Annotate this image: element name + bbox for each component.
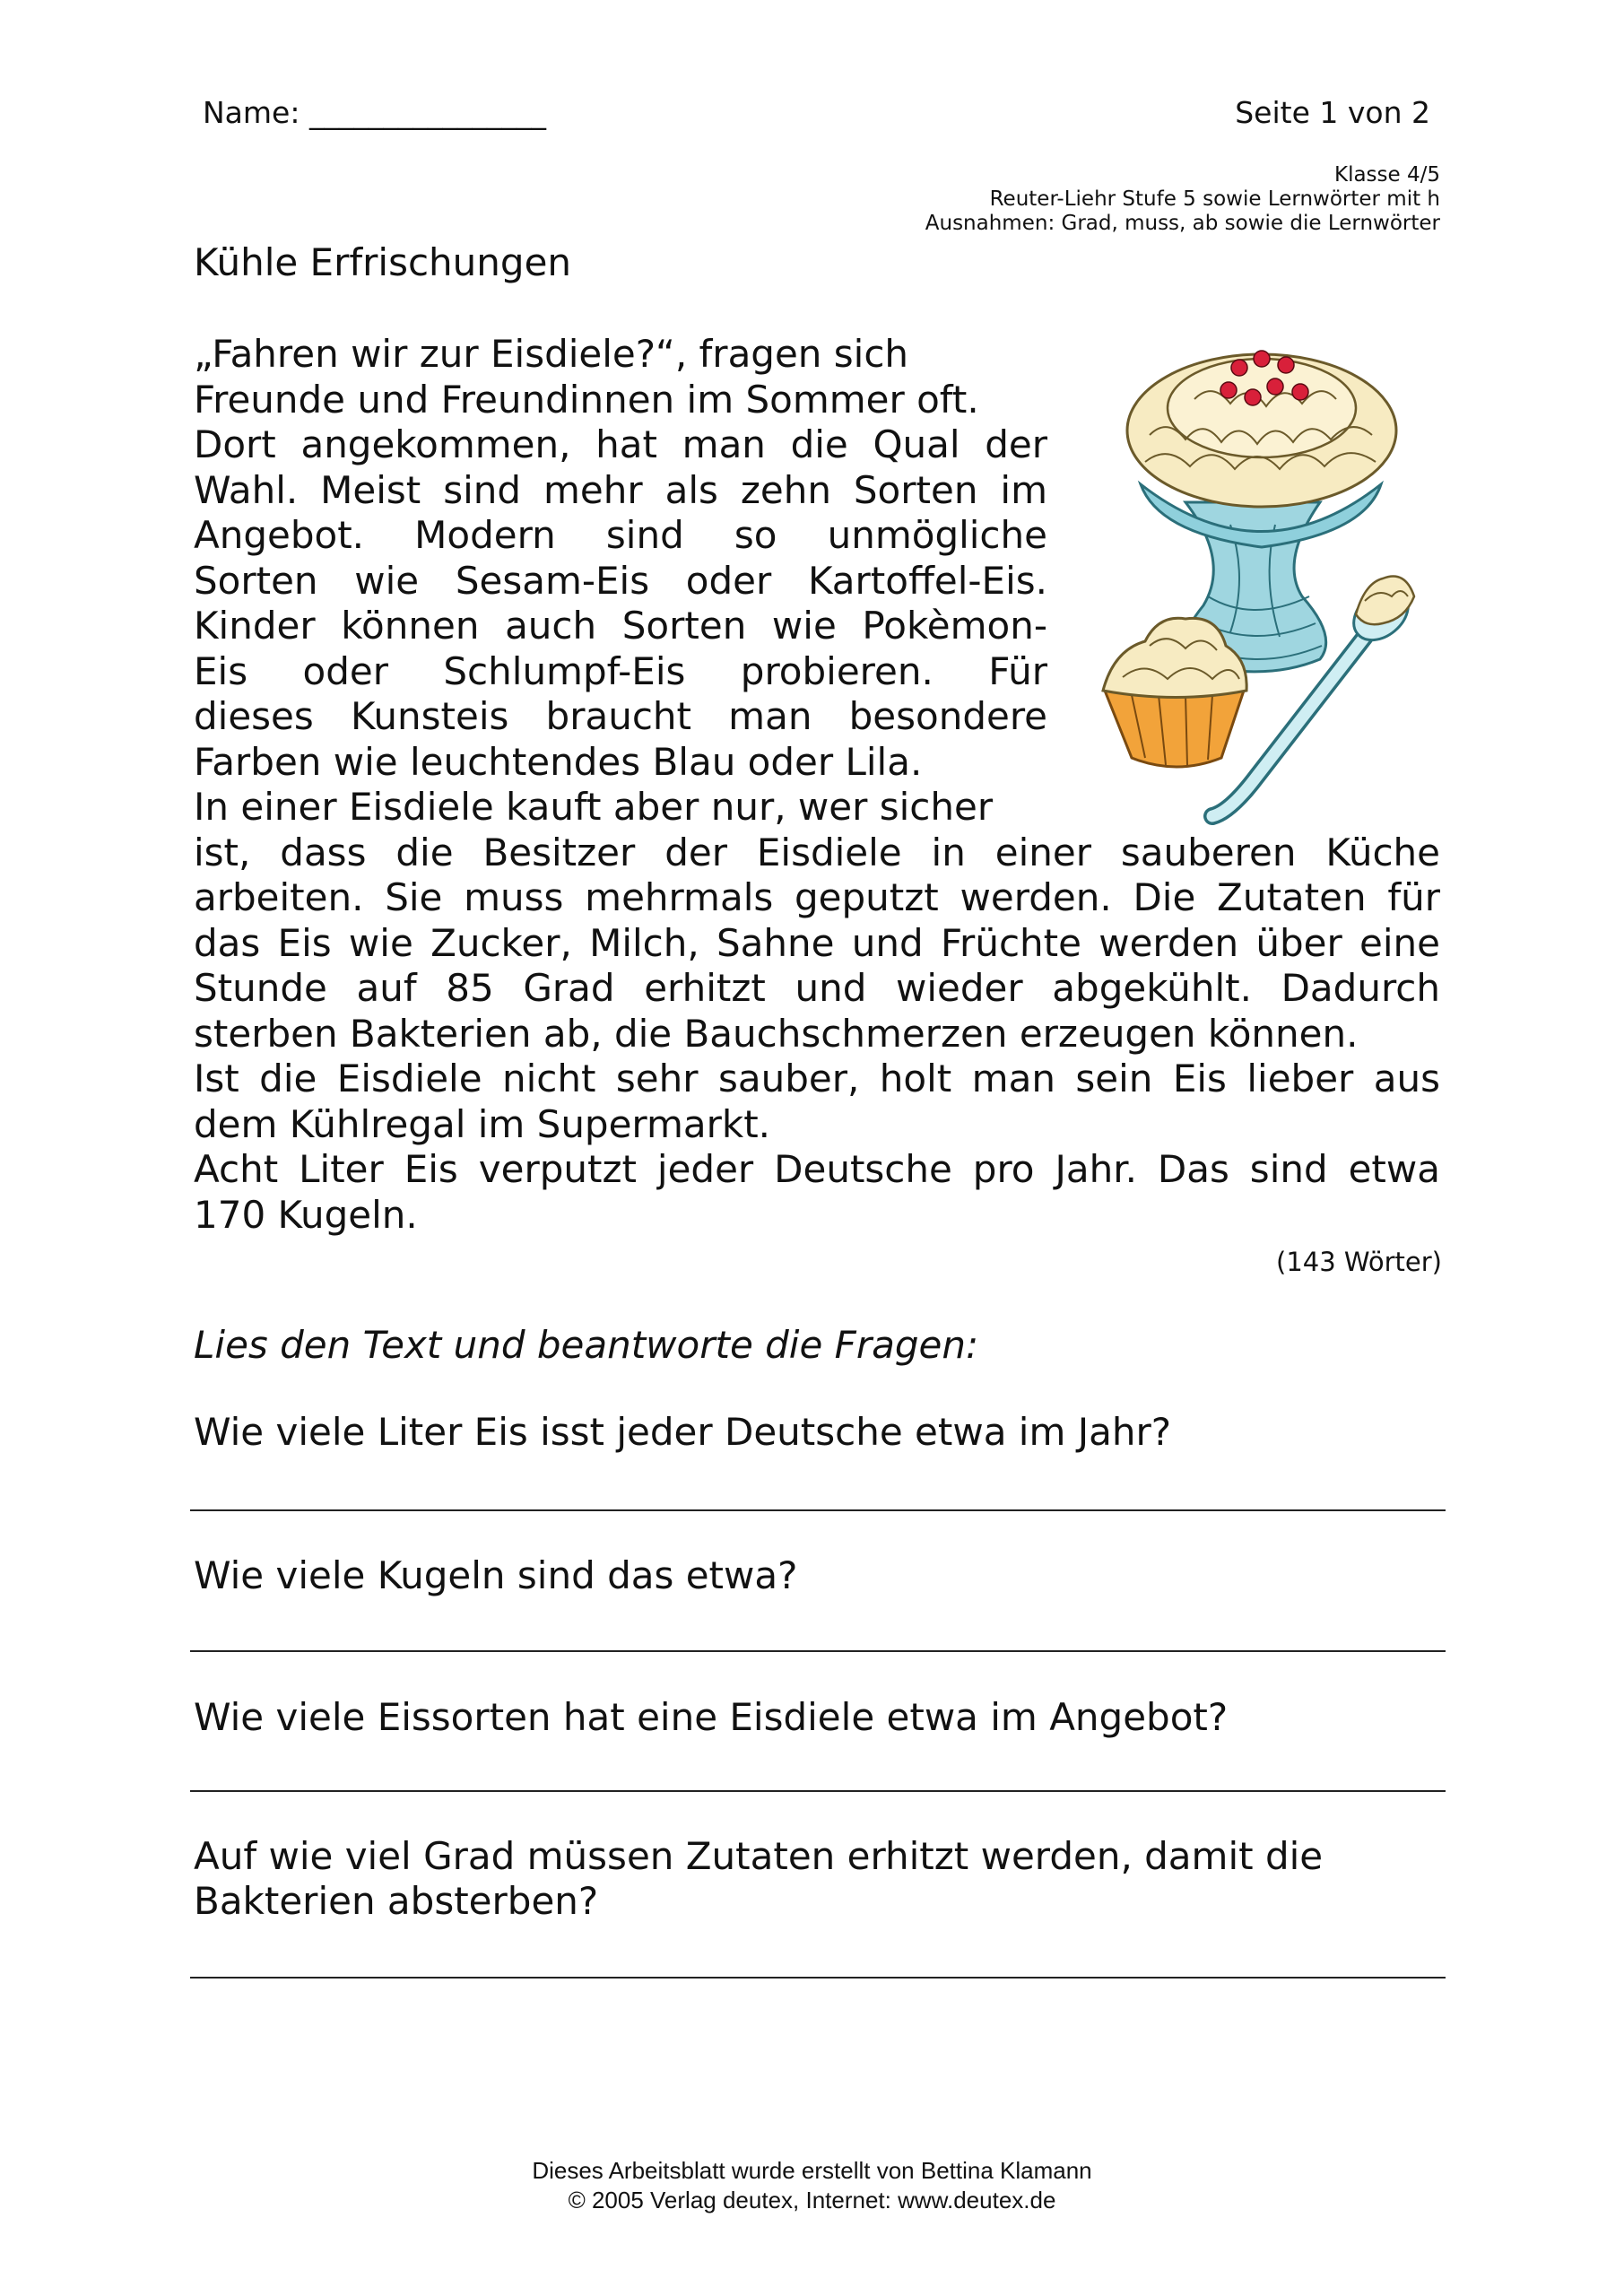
text-line: Kinder können auch Sorten wie Pokèmon- — [194, 604, 1047, 648]
meta-level: Reuter-Liehr Stufe 5 sowie Lernwörter mit h — [989, 187, 1440, 211]
text-line: Ist die Eisdiele nicht sehr sauber, holt man sein Eis lieber aus — [194, 1057, 1440, 1100]
footer-author: Dieses Arbeitsblatt wurde erstellt von Bettina Klamann — [532, 2157, 1092, 2184]
text-line: Farben wie leuchtendes Blau oder Lila. — [194, 739, 923, 784]
instruction: Lies den Text und beantworte die Fragen: — [194, 1323, 979, 1367]
text-line: das Eis wie Zucker, Milch, Sahne und Früchte werden über eine — [194, 920, 1440, 965]
footer — [0, 2156, 1624, 2215]
page-title: Kühle Erfrischungen — [194, 240, 572, 284]
text-line: „Fahren wir zur Eisdiele?“, fragen sich — [194, 332, 909, 376]
footer-copyright: © 2005 Verlag deutex, Internet: www.deutex.de — [568, 2187, 1056, 2213]
meta-class: Klasse 4/5 — [1333, 163, 1440, 187]
text-line: sterben Bakterien ab, die Bauchschmerzen erzeugen können. — [194, 1011, 1359, 1056]
text-line: Acht Liter Eis verputzt jeder Deutsche pro Jahr. Das sind etwa — [194, 1147, 1440, 1191]
text-line: ist, dass die Besitzer der Eisdiele in einer sauberen Küche — [194, 830, 1440, 874]
question-3: Wie viele Eissorten hat eine Eisdiele etwa im Angebot? — [194, 1695, 1229, 1739]
text-line: Dort angekommen, hat man die Qual der — [194, 422, 1047, 466]
answer-line-2[interactable] — [190, 1650, 1446, 1652]
text-line: Angebot. Modern sind so unmögliche — [194, 513, 1047, 557]
question-2: Wie viele Kugeln sind das etwa? — [194, 1553, 798, 1597]
question-1: Wie viele Liter Eis isst jeder Deutsche etwa im Jahr? — [194, 1410, 1172, 1454]
name-field-label: Name: ________________ — [203, 95, 546, 130]
text-line: Eis oder Schlumpf-Eis probieren. Für — [194, 648, 1047, 693]
question-4-line-1: Auf wie viel Grad müssen Zutaten erhitzt werden, damit die — [194, 1834, 1324, 1878]
question-4 — [194, 1834, 1323, 1924]
text-line: In einer Eisdiele kauft aber nur, wer sicher — [194, 785, 994, 829]
worksheet-meta — [925, 163, 1440, 236]
question-4-line-2: Bakterien absterben? — [194, 1879, 599, 1923]
text-line: Freunde und Freundinnen im Sommer oft. — [194, 377, 979, 422]
text-line: Sorten wie Sesam-Eis oder Kartoffel-Eis. — [194, 558, 1047, 603]
text-line: dieses Kunsteis braucht man besondere — [194, 694, 1047, 738]
text-line: 170 Kugeln. — [194, 1192, 418, 1237]
text-line: Stunde auf 85 Grad erhitzt und wieder abgekühlt. Dadurch — [194, 966, 1440, 1010]
text-line: arbeiten. Sie muss mehrmals geputzt werden. Die Zutaten für — [194, 875, 1440, 919]
page-number: Seite 1 von 2 — [1235, 95, 1430, 130]
answer-line-4[interactable] — [190, 1977, 1446, 1979]
reading-text — [194, 332, 1440, 1238]
answer-line-3[interactable] — [190, 1790, 1446, 1792]
text-line: Wahl. Meist sind mehr als zehn Sorten im — [194, 467, 1047, 512]
answer-line-1[interactable] — [190, 1509, 1446, 1511]
text-line: dem Kühlregal im Supermarkt. — [194, 1101, 771, 1146]
word-count: (143 Wörter) — [1276, 1247, 1442, 1277]
meta-exceptions: Ausnahmen: Grad, muss, ab sowie die Lernwörter — [925, 212, 1440, 235]
